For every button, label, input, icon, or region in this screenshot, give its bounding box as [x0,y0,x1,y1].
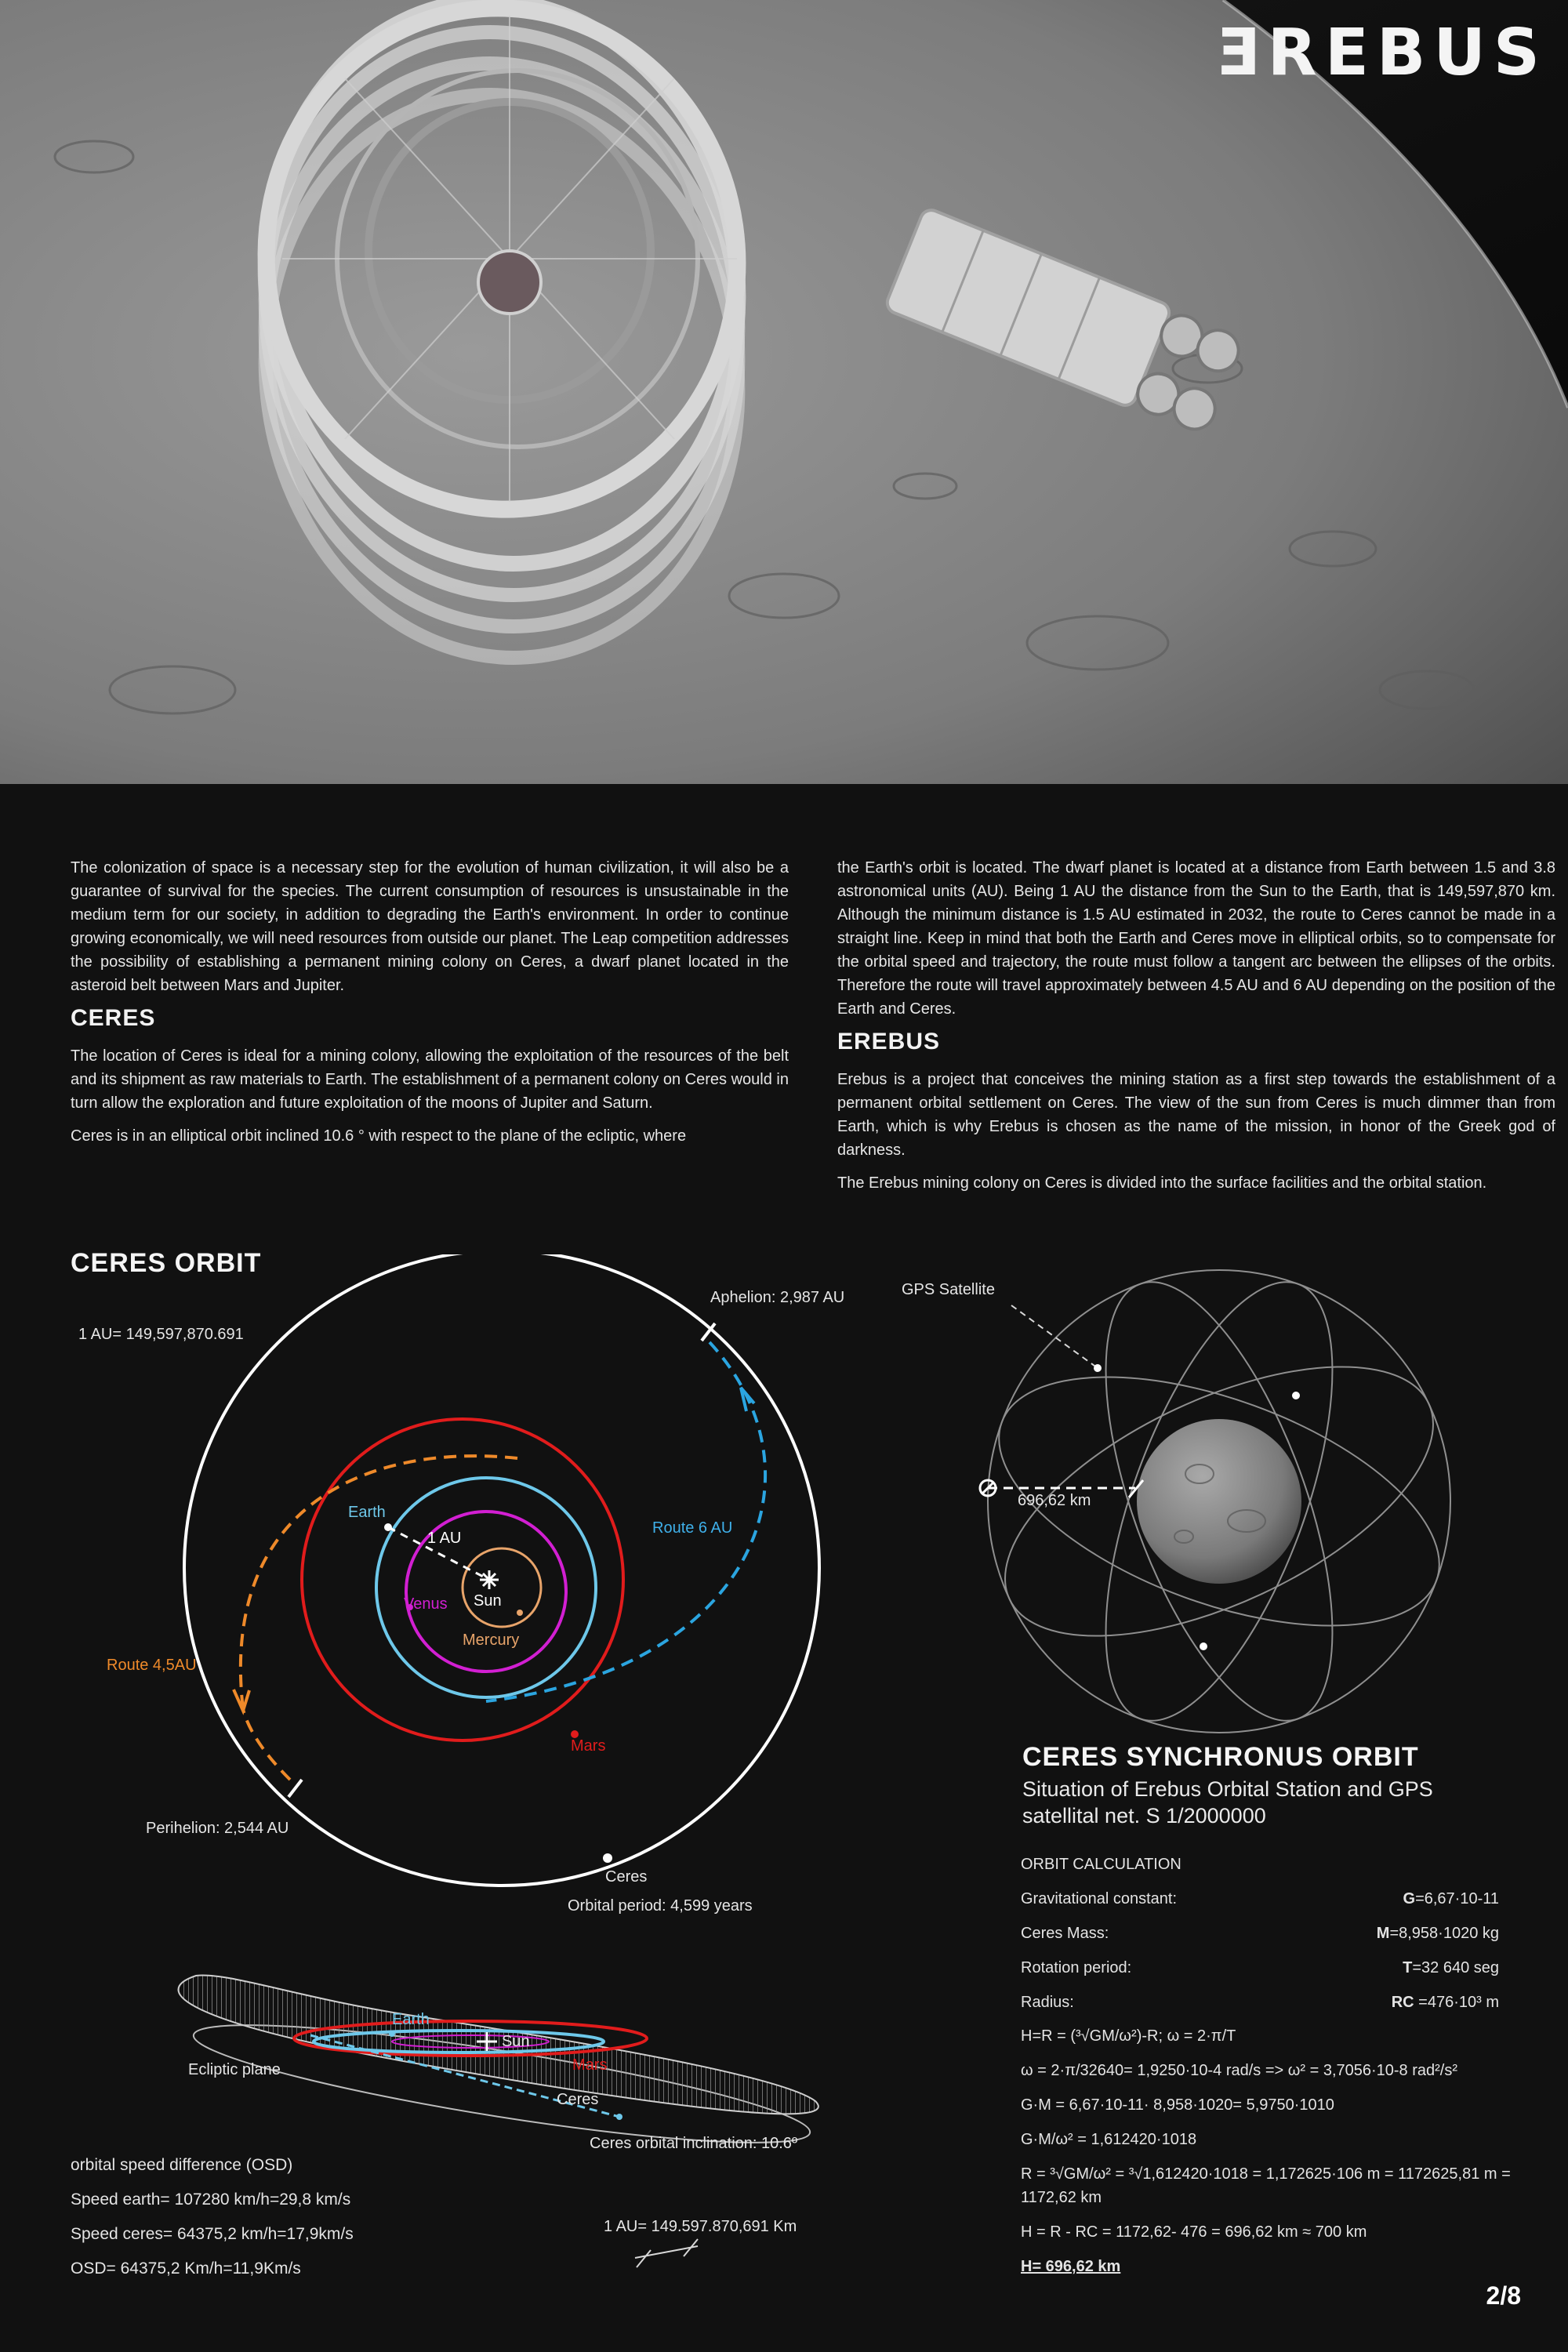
calc-grav-value: G=6,67·10-11 [1403,1890,1499,1907]
calc-formula-1: H=R = (³√GM/ω²)-R; ω = 2·π/T [1021,2027,1236,2045]
calc-mass-label: Ceres Mass: [1021,1925,1109,1942]
one-au-label: 1 AU [427,1530,462,1547]
sync-orbit-heading: CERES SYNCHRONUS ORBIT [1022,1742,1419,1772]
gps-pointer-line [1011,1305,1098,1368]
earth-marker [384,1523,392,1531]
venus-label: Venus [404,1595,448,1613]
orbital-period-label: Orbital period: 4,599 years [568,1897,753,1915]
calc-result: H= 696,62 km [1021,2258,1121,2275]
sync-subtitle-line-1: Situation of Erebus Orbital Station and GPS [1022,1777,1433,1801]
mercury-marker [517,1610,523,1616]
sun-label: Sun [474,1592,502,1610]
au-definition-label: 1 AU= 149,597,870.691 [78,1326,244,1343]
gps-satellite-label: GPS Satellite [902,1281,995,1298]
ceres-heading: CERES [71,1005,156,1031]
space-station-render [0,0,1568,784]
calc-rad-label: Radius: [1021,1994,1074,2011]
route-6au-label: Route 6 AU [652,1519,733,1537]
ecliptic-plane-label: Ecliptic plane [188,2061,281,2078]
station-distance-label: 696,62 km [1018,1492,1091,1509]
left-text-column [71,856,789,1157]
calc-formula-6: H = R - RC = 1172,62- 476 = 696,62 km ≈ 700 km [1021,2223,1367,2241]
calc-formula-3: G·M = 6,67·10-11· 8,958·1020= 5,9750·1010 [1021,2096,1334,2114]
ceres-orbit-ring [184,1254,819,1886]
sync-orbit-subtitle [1022,1776,1433,1829]
mercury-orbit-ring [463,1548,541,1627]
erebus-paragraph-2: The Erebus mining colony on Ceres is divided into the surface facilities and the orbital station. [837,1174,1487,1192]
scale-bar [635,2246,698,2258]
ecliptic-ceres-label: Ceres [557,2091,599,2108]
gps-satellite-1 [1094,1364,1102,1372]
osd-title: orbital speed difference (OSD) [71,2156,293,2174]
calc-formula-5: R = ³√GM/ω² = ³√1,612420·1018 = 1,172625·106 m = 1172625,81 m = 1172,62 km [1021,2165,1511,2206]
calc-rot-label: Rotation period: [1021,1959,1132,1976]
calc-grav-row [1021,1882,1523,1916]
orbit-paragraph: the Earth's orbit is located. The dwarf planet is located at a distance from Earth between 1.5 and 3.8 astronomical units (AU). Being 1 AU the distance from the Sun to the Earth, that is 149,597,870 km. Although the minimum distance is 1.5 AU estimated in 2032, the route to Ceres cannot be made in a straight line. Keep in mind that both the Earth and Ceres move in elliptical orbits, so to compensate for the orbital speed and trajectory, the route must follow a tangent arc between the ellipses of the orbits. Therefore the route will travel approximately between 4.5 AU and 6 AU depending on the position of the Earth and Ceres. [837,859,1555,1018]
orbit-calculation-block [1021,1847,1523,2289]
ceres-orbit-heading: CERES ORBIT [71,1248,262,1278]
ecliptic-earth-label: Earth [392,2011,430,2028]
mercury-label: Mercury [463,1632,520,1649]
orbital-speed-block [71,2148,463,2286]
erebus-heading: EREBUS [837,1029,941,1054]
au-km-label: 1 AU= 149.597.870,691 Km [604,2218,797,2235]
ceres-paragraph-1: The location of Ceres is ideal for a mining colony, allowing the exploitation of the resources of the belt and its shipment as raw materials to Earth. The establishment of a permanent colony on Ceres would in turn allow the exploration and future exploitation of the moons of Jupiter and Saturn. [71,1047,789,1112]
ceres-marker [603,1853,612,1863]
sync-subtitle-line-2: satellital net. S 1/2000000 [1022,1804,1266,1828]
mars-label: Mars [571,1737,606,1755]
ceres-paragraph-2: Ceres is in an elliptical orbit inclined 10.6 ° with respect to the plane of the ecliptic, where [71,1127,687,1145]
calc-rot-value: T=32 640 seg [1403,1959,1499,1976]
gps-satellite-3 [1200,1642,1207,1650]
calc-formula-4: G·M/ω² = 1,612420·1018 [1021,2131,1197,2148]
intro-paragraph: The colonization of space is a necessary step for the evolution of human civilization, it will also be a guarantee of survival for the species. The current consumption of resources is unsustainable in the medium term for our society, in addition to degrading the Earth's environment. In order to continue growing economically, we will need resources from outside our planet. The Leap competition addresses the possibility of establishing a permanent mining colony on Ceres, a dwarf planet located in the asteroid belt between Mars and Jupiter. [71,859,789,994]
aphelion-label: Aphelion: 2,987 AU [710,1289,845,1306]
calc-rot-row [1021,1951,1523,1985]
speed-ceres: Speed ceres= 64375,2 km/h=17,9km/s [71,2225,354,2243]
page-number: 2/8 [1486,2281,1521,2310]
speed-earth: Speed earth= 107280 km/h=29,8 km/s [71,2190,351,2209]
ecliptic-mars-label: Mars [572,2056,608,2074]
erebus-logo: ƎREBUS [1215,16,1548,90]
right-text-column [837,856,1555,1204]
calc-rad-value: RC =476·10³ m [1391,1994,1499,2011]
sun-marker [480,1570,499,1589]
osd-value: OSD= 64375,2 Km/h=11,9Km/s [71,2259,301,2278]
hero-render [0,0,1568,784]
calc-formula-2: ω = 2·π/32640= 1,9250·10-4 rad/s => ω² = 3,7056·10-8 rad²/s² [1021,2062,1458,2079]
calc-grav-label: Gravitational constant: [1021,1890,1177,1907]
gps-satellite-2 [1292,1392,1300,1399]
ceres-orbit-diagram [0,1254,862,2038]
calc-heading: ORBIT CALCULATION [1021,1856,1181,1873]
inclination-label: Ceres orbital inclination: 10.6º [590,2135,798,2152]
erebus-paragraph-1: Erebus is a project that conceives the mining station as a first step towards the establishment of a permanent orbital settlement on Ceres. The view of the sun from Ceres is much dimmer than from Earth, which is why Erebus is chosen as the name of the mission, in honor of the Greek god of darkness. [837,1071,1555,1159]
perihelion-tick [289,1780,302,1797]
perihelion-label: Perihelion: 2,544 AU [146,1820,289,1837]
ecliptic-sun-label: Sun [502,2033,530,2050]
ecliptic-hatch [178,1975,818,2114]
calc-rad-row [1021,1985,1523,2020]
route-45au-label: Route 4,5AU [107,1657,197,1674]
ceres-label: Ceres [605,1868,648,1886]
synchronous-orbit-diagram [862,1254,1568,1819]
earth-label: Earth [348,1504,386,1521]
calc-mass-value: M=8,958·1020 kg [1376,1925,1499,1942]
ceres-planet [1137,1419,1301,1584]
calc-mass-row [1021,1916,1523,1951]
